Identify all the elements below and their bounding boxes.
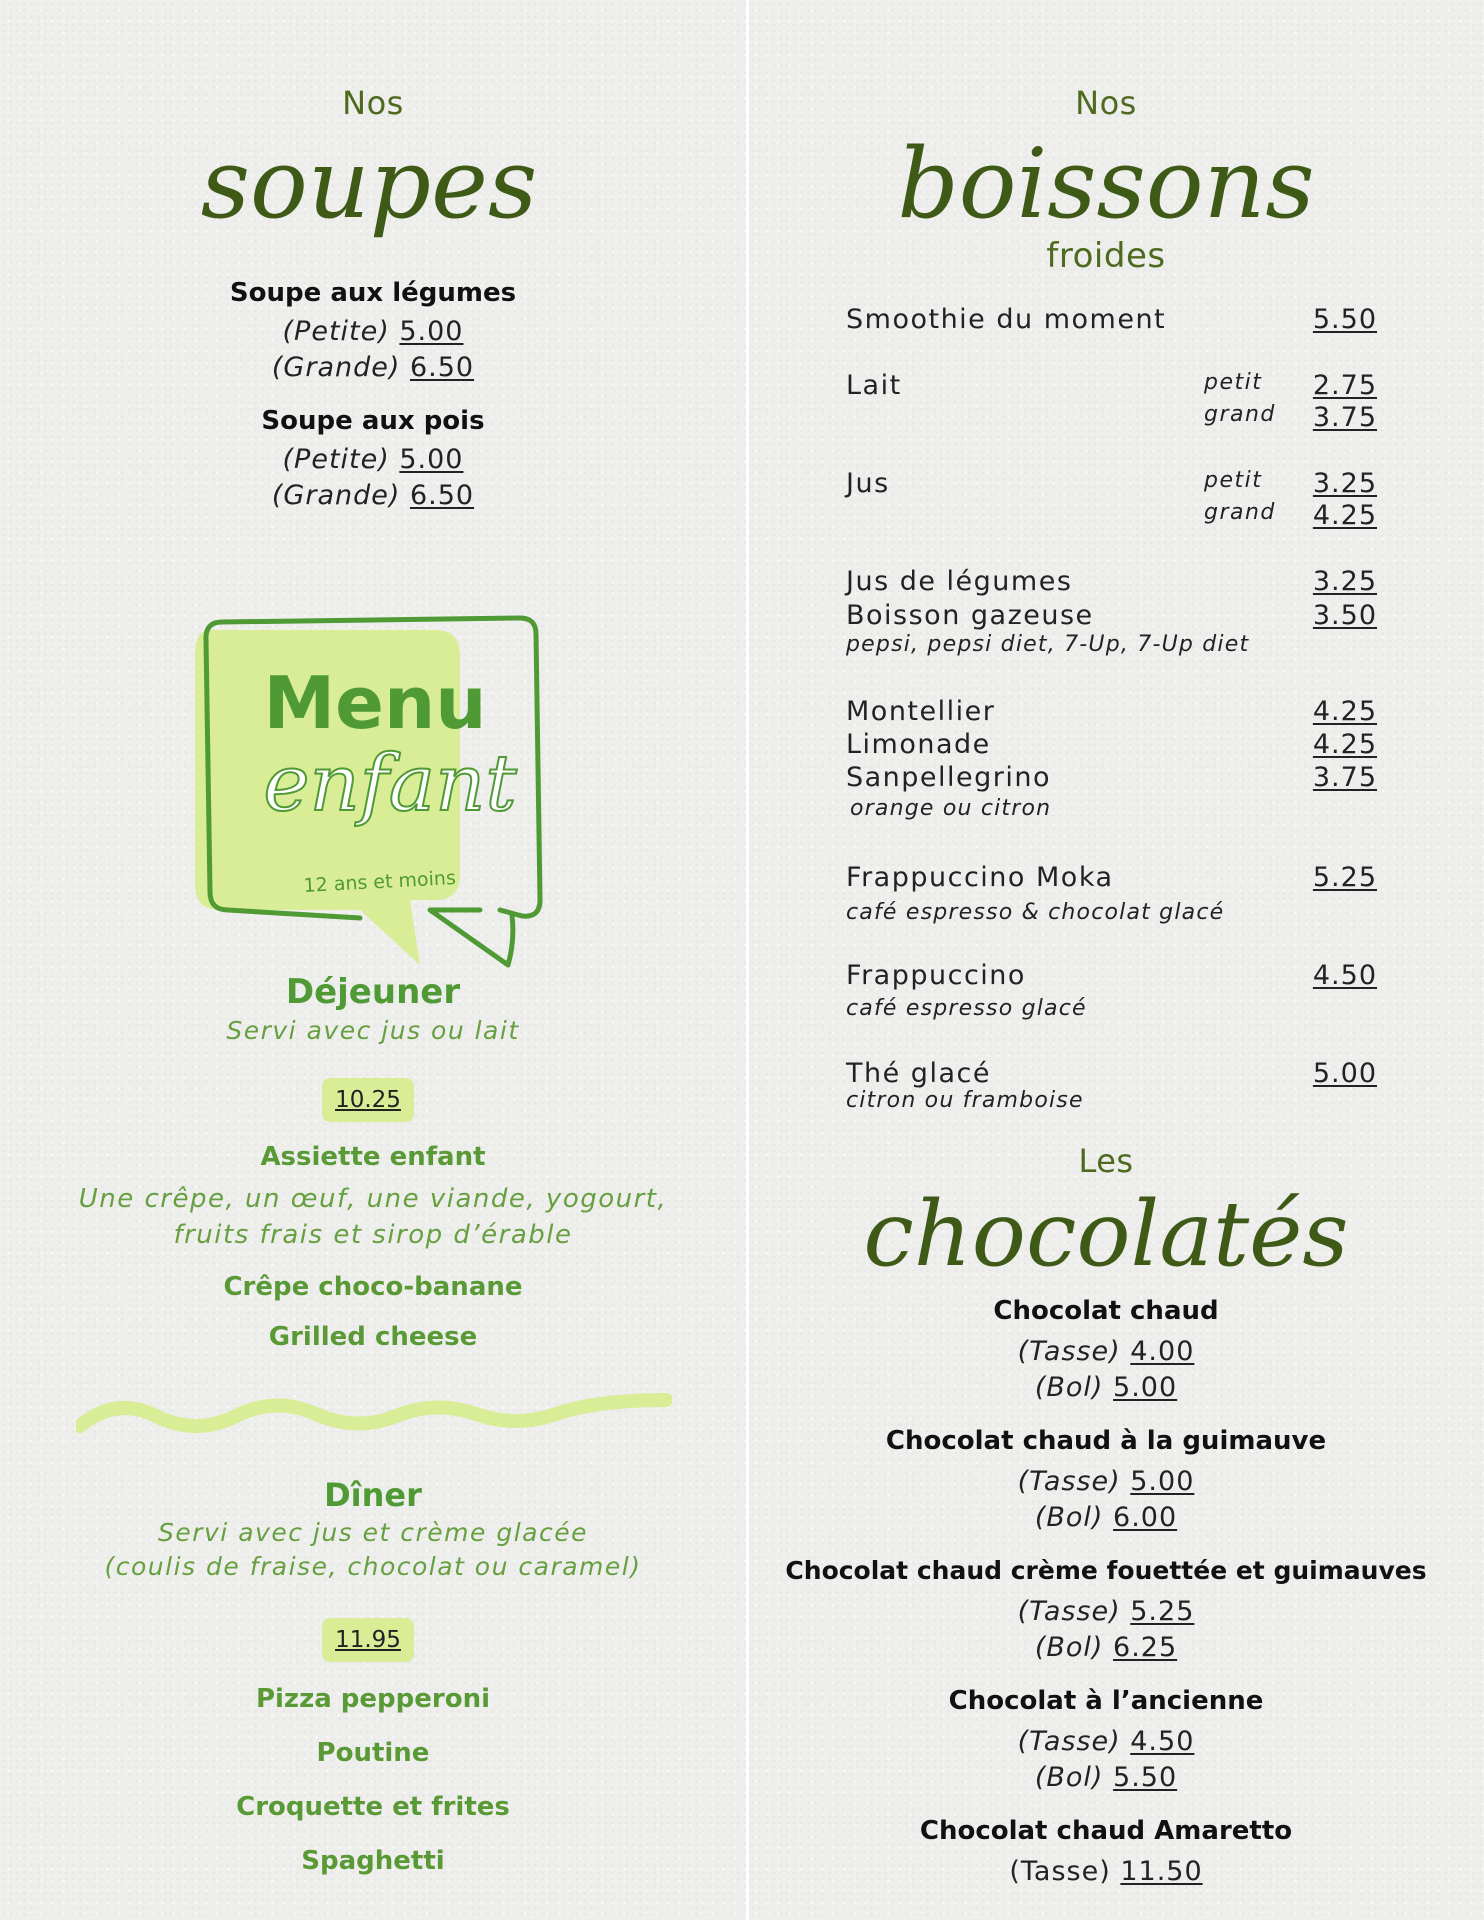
drink-jus-legumes: Jus de légumes xyxy=(846,566,1073,597)
choc-2-bol: (Bol) 6.00 xyxy=(1034,1502,1178,1533)
logo-age-note: 12 ans et moins xyxy=(303,867,457,897)
drink-lait-large-price: 3.75 xyxy=(1312,402,1377,433)
chocolates-script-title: chocolatés xyxy=(863,1182,1349,1287)
logo-word-menu: Menu xyxy=(263,661,487,745)
drink-smoothie-price: 5.50 xyxy=(1312,304,1377,335)
choc-4-tasse: (Tasse) 4.50 xyxy=(1017,1726,1195,1757)
choc-5-name: Chocolat chaud Amaretto xyxy=(919,1816,1293,1846)
soup-1-small: (Petite) 5.00 xyxy=(282,316,464,347)
drink-gazeuse-desc: pepsi, pepsi diet, 7-Up, 7-Up diet xyxy=(846,632,1250,657)
wavy-divider xyxy=(76,1388,672,1444)
chocolates-pre-title: Les xyxy=(1078,1142,1134,1180)
drink-limonade: Limonade xyxy=(846,729,991,760)
lunch-price-badge: 10.25 xyxy=(322,1078,414,1122)
dinner-item-pizza: Pizza pepperoni xyxy=(255,1684,491,1714)
drink-the-desc: citron ou framboise xyxy=(846,1088,1084,1113)
dinner-item-croquette: Croquette et frites xyxy=(236,1792,510,1822)
drink-lait-small: petit xyxy=(1204,370,1263,395)
lunch-title: Déjeuner xyxy=(285,972,461,1012)
dinner-price-badge: 11.95 xyxy=(322,1618,414,1662)
dinner-subtitle-1: Servi avec jus et crème glacée xyxy=(157,1518,589,1547)
drink-limonade-price: 4.25 xyxy=(1312,729,1377,760)
drink-sanpellegrino-desc: orange ou citron xyxy=(850,796,1052,821)
soup-1-name: Soupe aux légumes xyxy=(229,278,517,308)
soup-2-large: (Grande) 6.50 xyxy=(271,480,475,511)
drink-smoothie: Smoothie du moment xyxy=(846,304,1167,335)
lunch-item-assiette: Assiette enfant xyxy=(260,1142,486,1172)
choc-1-bol: (Bol) 5.00 xyxy=(1034,1372,1178,1403)
choc-4-bol: (Bol) 5.50 xyxy=(1034,1762,1178,1793)
drink-sanpellegrino-price: 3.75 xyxy=(1312,762,1377,793)
soup-2-name: Soupe aux pois xyxy=(261,406,485,436)
drinks-subtitle: froides xyxy=(1046,236,1166,276)
drink-lait-small-price: 2.75 xyxy=(1312,370,1377,401)
drink-frap-moka: Frappuccino Moka xyxy=(846,862,1114,893)
drink-gazeuse-price: 3.50 xyxy=(1312,600,1377,631)
kids-menu-logo xyxy=(180,610,580,990)
drink-jus: Jus xyxy=(846,468,890,499)
choc-3-bol: (Bol) 6.25 xyxy=(1034,1632,1178,1663)
drink-jus-large-price: 4.25 xyxy=(1312,500,1377,531)
drink-jus-legumes-price: 3.25 xyxy=(1312,566,1377,597)
lunch-item-grilled: Grilled cheese xyxy=(268,1322,478,1352)
choc-2-name: Chocolat chaud à la guimauve xyxy=(885,1426,1327,1456)
drink-frap-moka-price: 5.25 xyxy=(1312,862,1377,893)
dinner-title: Dîner xyxy=(324,1476,422,1514)
choc-4-name: Chocolat à l’ancienne xyxy=(948,1686,1264,1716)
logo-word-enfant: enfant xyxy=(263,739,517,829)
lunch-item-desc-1: Une crêpe, un œuf, une viande, yogourt, xyxy=(78,1184,668,1214)
drink-jus-small-price: 3.25 xyxy=(1312,468,1377,499)
soup-2-small: (Petite) 5.00 xyxy=(282,444,464,475)
soups-script-title: soupes xyxy=(200,128,538,240)
drink-jus-small: petit xyxy=(1204,468,1263,493)
drinks-pre-title: Nos xyxy=(1075,84,1137,122)
soup-1-large: (Grande) 6.50 xyxy=(271,352,475,383)
drink-montellier-price: 4.25 xyxy=(1312,696,1377,727)
choc-2-tasse: (Tasse) 5.00 xyxy=(1017,1466,1195,1497)
soups-pre-title: Nos xyxy=(342,84,404,122)
drink-frap-desc: café espresso glacé xyxy=(846,996,1087,1021)
lunch-item-crepe: Crêpe choco-banane xyxy=(223,1272,523,1302)
drink-jus-large: grand xyxy=(1204,500,1276,525)
drink-the-price: 5.00 xyxy=(1312,1058,1377,1089)
drink-lait: Lait xyxy=(846,370,902,401)
drink-lait-large: grand xyxy=(1204,402,1276,427)
choc-5-tasse: (Tasse) 11.50 xyxy=(1009,1856,1203,1887)
dinner-item-spaghetti: Spaghetti xyxy=(301,1846,445,1876)
choc-1-name: Chocolat chaud xyxy=(993,1296,1219,1326)
dinner-subtitle-2: (coulis de fraise, chocolat ou caramel) xyxy=(104,1552,642,1581)
drinks-script-title: boissons xyxy=(897,128,1315,240)
choc-1-tasse: (Tasse) 4.00 xyxy=(1017,1336,1195,1367)
drink-montellier: Montellier xyxy=(846,696,996,727)
choc-3-name: Chocolat chaud crème fouettée et guimauves xyxy=(785,1556,1427,1585)
drink-the: Thé glacé xyxy=(846,1058,991,1089)
drink-sanpellegrino: Sanpellegrino xyxy=(846,762,1052,793)
drink-frap-moka-desc: café espresso & chocolat glacé xyxy=(846,900,1225,925)
drink-frap: Frappuccino xyxy=(846,960,1026,991)
lunch-subtitle: Servi avec jus ou lait xyxy=(226,1016,520,1045)
drink-gazeuse: Boisson gazeuse xyxy=(846,600,1094,631)
drink-frap-price: 4.50 xyxy=(1312,960,1377,991)
dinner-item-poutine: Poutine xyxy=(316,1738,430,1768)
choc-3-tasse: (Tasse) 5.25 xyxy=(1017,1596,1195,1627)
lunch-item-desc-2: fruits frais et sirop d’érable xyxy=(173,1220,573,1250)
